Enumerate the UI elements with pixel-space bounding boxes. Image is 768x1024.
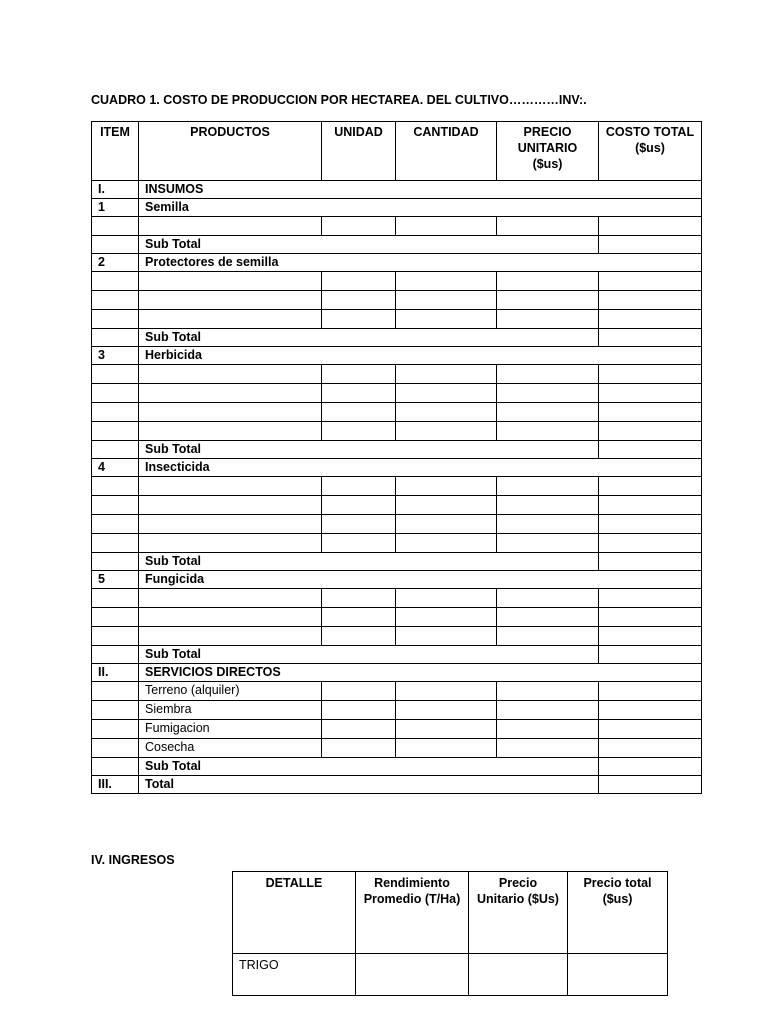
service-row: [92, 739, 702, 758]
table-cell: [92, 403, 139, 422]
income-header-row: [233, 872, 668, 954]
table-row: [92, 589, 702, 608]
table-cell: [599, 272, 702, 291]
table-cell: [139, 365, 322, 384]
table-cell: [322, 291, 396, 310]
table-cell: [568, 954, 668, 996]
table-cell: [322, 422, 396, 441]
table-cell: [139, 589, 322, 608]
subtotal-row: [92, 329, 702, 347]
service-row: [92, 701, 702, 720]
table-cell: [497, 682, 599, 701]
table-cell: [92, 384, 139, 403]
table-cell: [396, 627, 497, 646]
table-cell: [497, 534, 599, 553]
subtotal-row: [92, 758, 702, 776]
table-row: [92, 365, 702, 384]
table-cell: [92, 720, 139, 739]
table-cell: [92, 310, 139, 329]
table-cell: [139, 403, 322, 422]
table-cell: [92, 534, 139, 553]
item-row: [92, 571, 702, 589]
table-header-row: [92, 122, 702, 181]
table-cell: [396, 217, 497, 236]
table-cell: [396, 720, 497, 739]
subtotal-label: Sub Total: [139, 441, 599, 459]
item-number: 5: [92, 571, 139, 589]
header-detalle: DETALLE: [233, 872, 356, 954]
table-cell: [322, 627, 396, 646]
table-cell: [92, 329, 139, 347]
table-cell: [396, 403, 497, 422]
table-row: [92, 384, 702, 403]
table-row: [92, 477, 702, 496]
cost-table: [91, 121, 702, 794]
table-row: [92, 422, 702, 441]
table-cell: [92, 682, 139, 701]
service-row: [92, 720, 702, 739]
table-row: [92, 534, 702, 553]
ingresos-heading: IV. INGRESOS: [91, 853, 175, 867]
header-item: ITEM: [92, 122, 139, 181]
table-row: [92, 291, 702, 310]
service-row: [92, 682, 702, 701]
table-cell: [92, 739, 139, 758]
subtotal-value: [599, 236, 702, 254]
table-cell: [322, 720, 396, 739]
table-cell: [599, 739, 702, 758]
subtotal-value: [599, 553, 702, 571]
table-cell: [497, 720, 599, 739]
table-cell: [599, 477, 702, 496]
table-cell: [396, 608, 497, 627]
table-cell: [396, 384, 497, 403]
table-cell: [497, 739, 599, 758]
section-name: INSUMOS: [139, 181, 702, 199]
table-cell: [469, 954, 568, 996]
item-number: 3: [92, 347, 139, 365]
table-cell: [92, 236, 139, 254]
subtotal-row: [92, 646, 702, 664]
section-row: [92, 664, 702, 682]
table-cell: [322, 515, 396, 534]
service-name: Terreno (alquiler): [139, 682, 322, 701]
table-cell: [322, 217, 396, 236]
total-value: [599, 776, 702, 794]
item-name: Semilla: [139, 199, 702, 217]
table-cell: [322, 272, 396, 291]
table-cell: [497, 384, 599, 403]
table-cell: [599, 291, 702, 310]
table-cell: [139, 272, 322, 291]
table-cell: [92, 515, 139, 534]
table-cell: [139, 477, 322, 496]
item-number: 4: [92, 459, 139, 477]
table-cell: [322, 682, 396, 701]
table-cell: [139, 422, 322, 441]
table-cell: [497, 496, 599, 515]
table-cell: [497, 589, 599, 608]
subtotal-row: [92, 441, 702, 459]
table-cell: [322, 701, 396, 720]
total-label: Total: [139, 776, 599, 794]
item-row: [92, 254, 702, 272]
table-cell: [92, 422, 139, 441]
table-cell: [396, 515, 497, 534]
header-precio-unitario: PRECIO UNITARIO ($us): [497, 122, 599, 181]
table-cell: [322, 310, 396, 329]
table-cell: [599, 422, 702, 441]
table-cell: [599, 720, 702, 739]
table-cell: [92, 701, 139, 720]
table-cell: [396, 272, 497, 291]
service-name: Siembra: [139, 701, 322, 720]
table-cell: [599, 682, 702, 701]
table-cell: [92, 496, 139, 515]
table-cell: [396, 739, 497, 758]
item-row: [92, 347, 702, 365]
subtotal-value: [599, 646, 702, 664]
subtotal-value: [599, 329, 702, 347]
header-precio-total: Precio total ($us): [568, 872, 668, 954]
table-cell: [139, 515, 322, 534]
table-cell: [497, 291, 599, 310]
table-cell: [599, 496, 702, 515]
income-detail: TRIGO: [233, 954, 356, 996]
table-cell: [139, 384, 322, 403]
table-cell: [497, 403, 599, 422]
table-cell: [92, 646, 139, 664]
section-number: I.: [92, 181, 139, 199]
item-name: Protectores de semilla: [139, 254, 702, 272]
table-cell: [497, 627, 599, 646]
table-cell: [322, 739, 396, 758]
table-cell: [92, 441, 139, 459]
header-unidad: UNIDAD: [322, 122, 396, 181]
subtotal-label: Sub Total: [139, 236, 599, 254]
table-cell: [396, 534, 497, 553]
table-cell: [599, 217, 702, 236]
table-cell: [92, 291, 139, 310]
item-number: 2: [92, 254, 139, 272]
table-row: [92, 496, 702, 515]
table-cell: [396, 477, 497, 496]
table-cell: [599, 627, 702, 646]
table-cell: [322, 496, 396, 515]
table-cell: [599, 701, 702, 720]
table-cell: [139, 291, 322, 310]
table-cell: [396, 365, 497, 384]
table-cell: [497, 365, 599, 384]
table-cell: [396, 291, 497, 310]
subtotal-label: Sub Total: [139, 646, 599, 664]
income-row: [233, 954, 668, 996]
table-row: [92, 608, 702, 627]
header-productos: PRODUCTOS: [139, 122, 322, 181]
table-cell: [322, 477, 396, 496]
table-cell: [396, 589, 497, 608]
table-cell: [322, 608, 396, 627]
table-cell: [599, 310, 702, 329]
table-cell: [139, 608, 322, 627]
table-cell: [599, 589, 702, 608]
table-cell: [497, 272, 599, 291]
subtotal-row: [92, 236, 702, 254]
table-cell: [92, 272, 139, 291]
table-cell: [92, 477, 139, 496]
table-cell: [92, 589, 139, 608]
subtotal-label: Sub Total: [139, 758, 599, 776]
item-name: Fungicida: [139, 571, 702, 589]
table-cell: [497, 608, 599, 627]
table-row: [92, 217, 702, 236]
header-rendimiento: Rendimiento Promedio (T/Ha): [356, 872, 469, 954]
service-name: Cosecha: [139, 739, 322, 758]
table-cell: [599, 608, 702, 627]
table-cell: [599, 403, 702, 422]
table-cell: [396, 682, 497, 701]
item-name: Insecticida: [139, 459, 702, 477]
table-cell: [322, 534, 396, 553]
table-cell: [322, 403, 396, 422]
table-cell: [322, 384, 396, 403]
table-row: [92, 310, 702, 329]
item-row: [92, 459, 702, 477]
table-cell: [356, 954, 469, 996]
subtotal-value: [599, 441, 702, 459]
table-cell: [92, 553, 139, 571]
table-cell: [139, 217, 322, 236]
table-row: [92, 627, 702, 646]
service-name: Fumigacion: [139, 720, 322, 739]
page-title: CUADRO 1. COSTO DE PRODUCCION POR HECTAREA. DEL CULTIVO…………INV:.: [91, 93, 587, 107]
table-cell: [322, 589, 396, 608]
table-cell: [599, 534, 702, 553]
table-cell: [322, 365, 396, 384]
table-cell: [497, 310, 599, 329]
table-cell: [396, 701, 497, 720]
table-row: [92, 515, 702, 534]
table-cell: [599, 384, 702, 403]
section-number: II.: [92, 664, 139, 682]
section-number: III.: [92, 776, 139, 794]
table-cell: [139, 496, 322, 515]
table-cell: [599, 365, 702, 384]
header-precio-unitario: Precio Unitario ($Us): [469, 872, 568, 954]
table-cell: [599, 515, 702, 534]
table-cell: [396, 496, 497, 515]
total-row: [92, 776, 702, 794]
table-cell: [92, 627, 139, 646]
subtotal-label: Sub Total: [139, 329, 599, 347]
table-cell: [92, 758, 139, 776]
item-row: [92, 199, 702, 217]
section-name: SERVICIOS DIRECTOS: [139, 664, 702, 682]
header-cantidad: CANTIDAD: [396, 122, 497, 181]
item-name: Herbicida: [139, 347, 702, 365]
table-cell: [92, 217, 139, 236]
item-number: 1: [92, 199, 139, 217]
table-cell: [497, 515, 599, 534]
table-cell: [92, 365, 139, 384]
income-table: [232, 871, 668, 996]
table-cell: [497, 477, 599, 496]
subtotal-value: [599, 758, 702, 776]
table-row: [92, 403, 702, 422]
section-row: [92, 181, 702, 199]
table-cell: [497, 701, 599, 720]
table-cell: [497, 422, 599, 441]
table-cell: [139, 534, 322, 553]
header-costo-total: COSTO TOTAL ($us): [599, 122, 702, 181]
table-cell: [497, 217, 599, 236]
table-cell: [396, 422, 497, 441]
table-row: [92, 272, 702, 291]
table-cell: [139, 310, 322, 329]
subtotal-row: [92, 553, 702, 571]
table-cell: [139, 627, 322, 646]
subtotal-label: Sub Total: [139, 553, 599, 571]
table-cell: [396, 310, 497, 329]
table-cell: [92, 608, 139, 627]
